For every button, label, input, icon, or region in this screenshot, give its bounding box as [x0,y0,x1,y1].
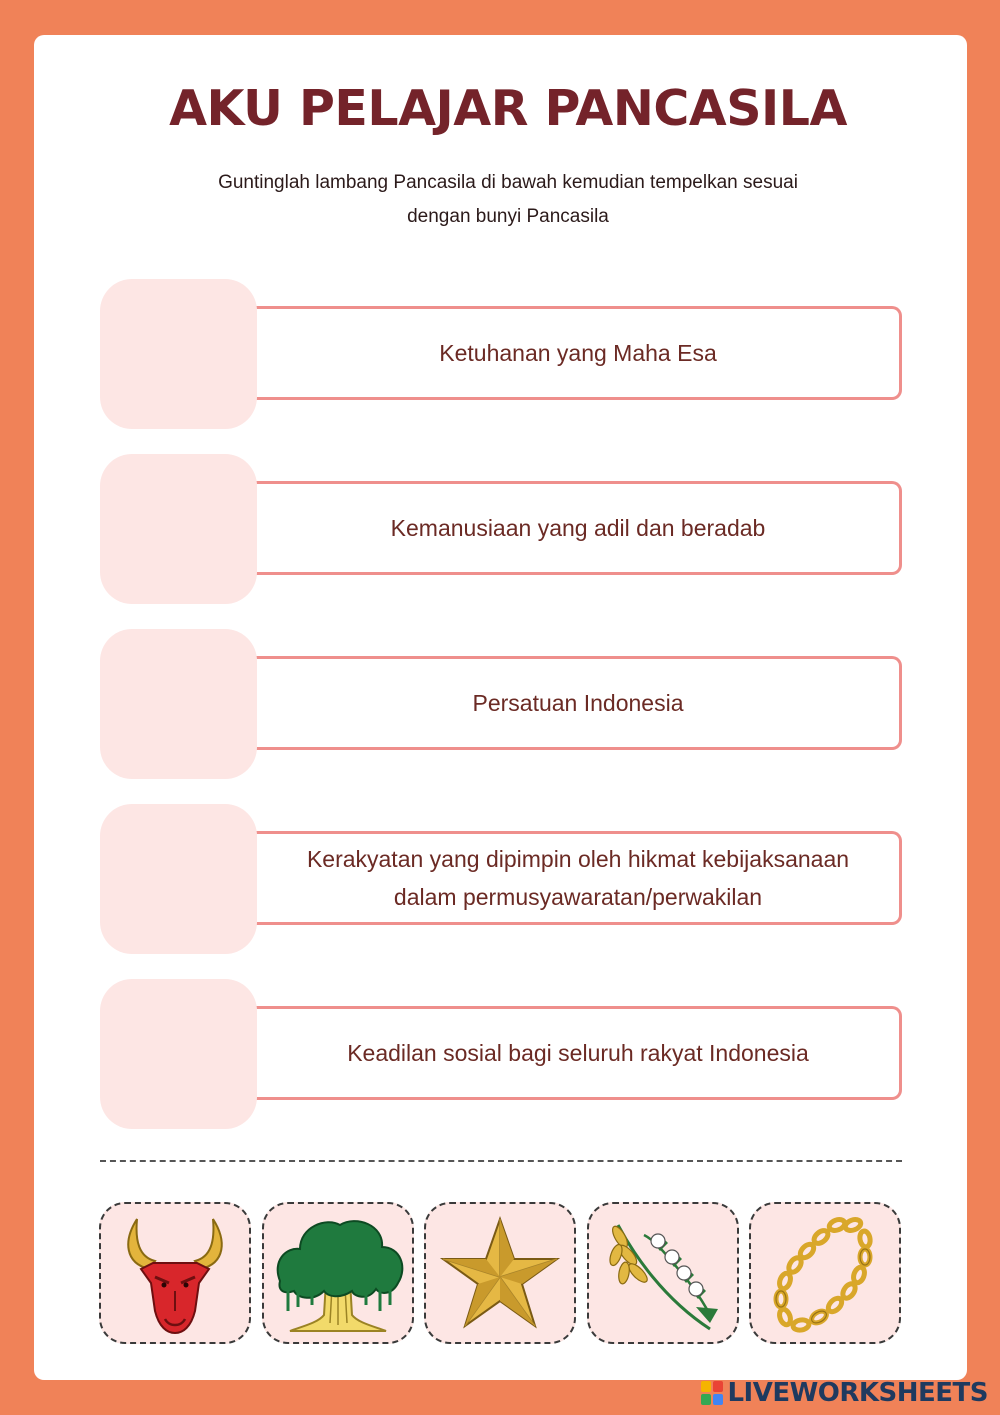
drop-zone-4[interactable] [100,804,257,954]
sila-box-1 [245,306,902,400]
sila-box-4 [245,831,902,925]
symbol-card-bull[interactable] [99,1202,251,1344]
sila-text-3: Persatuan Indonesia [472,690,684,716]
sila-text-4: Kerakyatan yang dipimpin oleh hikmat kebijaksanaan dalam permusyawaratan/perwakilan [306,846,850,910]
sila-text-2: Kemanusiaan yang adil dan beradab [390,515,766,541]
sila-text-5: Keadilan sosial bagi seluruh rakyat Indonesia [347,1040,809,1066]
star-icon [435,1211,565,1336]
sila-row-3 [0,629,1000,779]
chain-icon [765,1211,885,1336]
symbol-card-rice-cotton[interactable] [587,1202,739,1344]
liveworksheets-brand[interactable] [701,1376,988,1410]
sila-box-5 [245,1006,902,1100]
sila-row-5 [0,979,1000,1129]
sila-box-3 [245,656,902,750]
banyan-tree-icon [268,1211,408,1336]
symbol-card-chain[interactable] [749,1202,901,1344]
drop-zone-3[interactable] [100,629,257,779]
sila-row-2 [0,454,1000,604]
symbol-card-star[interactable] [424,1202,576,1344]
rice-cotton-icon [598,1211,728,1336]
instruction-line-2: dengan bunyi Pancasila [407,206,609,227]
instruction-text [0,166,1000,234]
liveworksheets-wordmark: LIVEWORKSHEETS [727,1378,988,1408]
page-title: AKU PELAJAR PANCASILA [169,80,847,137]
bull-head-icon [115,1211,235,1336]
liveworksheets-logo-icon [701,1381,723,1405]
sila-text-1: Ketuhanan yang Maha Esa [439,340,717,366]
drop-zone-2[interactable] [100,454,257,604]
drop-zone-5[interactable] [100,979,257,1129]
sila-row-4 [0,804,1000,954]
drop-zone-1[interactable] [100,279,257,429]
sila-row-1 [0,279,1000,429]
sila-box-2 [245,481,902,575]
instruction-line-1: Guntinglah lambang Pancasila di bawah kemudian tempelkan sesuai [218,172,798,193]
cut-line [100,1160,902,1162]
symbol-card-tree[interactable] [262,1202,414,1344]
